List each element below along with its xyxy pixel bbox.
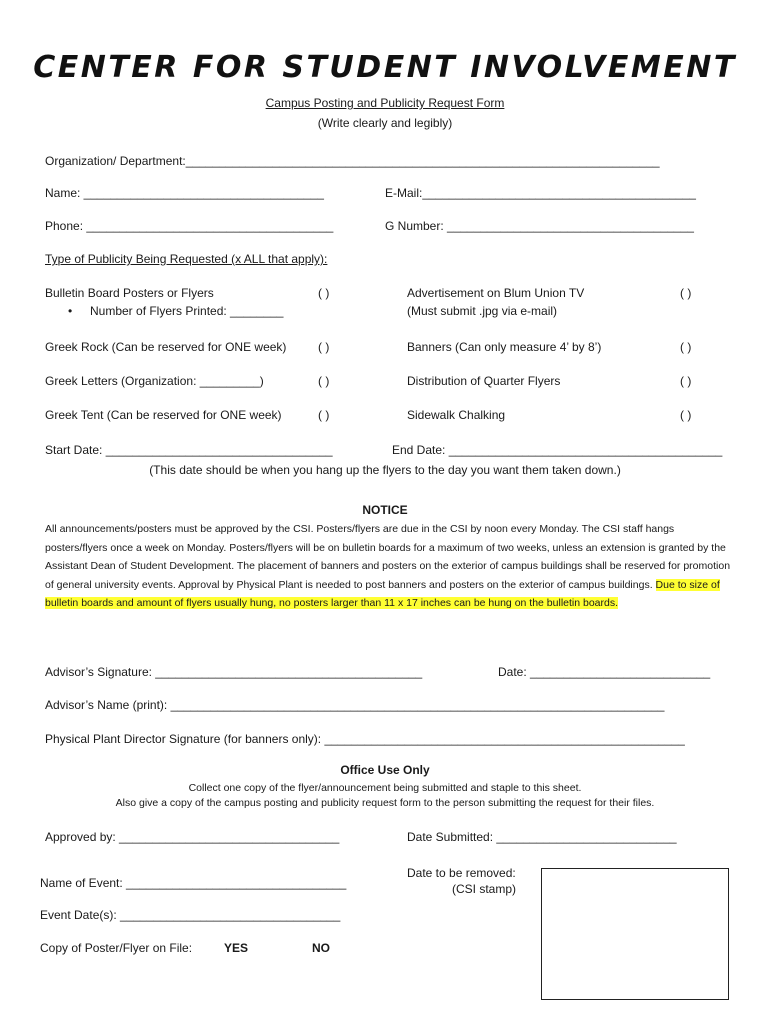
banners-checkbox[interactable]: ( ): [680, 340, 692, 354]
copy-on-file-yes[interactable]: YES: [224, 941, 249, 955]
notice-body: [45, 520, 735, 613]
advisor-name-field[interactable]: Advisor’s Name (print): __________________________________________________________________________: [45, 698, 665, 712]
banners-label: Banners (Can only measure 4’ by 8’): [407, 340, 602, 354]
greek-letters-label: Greek Letters (Organization: _________): [45, 374, 264, 388]
csi-stamp-box: [541, 868, 729, 1000]
advertisement-note: (Must submit .jpg via e-mail): [407, 304, 558, 318]
advisor-signature-field[interactable]: Advisor’s Signature: ________________________________________: [45, 665, 423, 679]
organization-field[interactable]: Organization/ Department:_______________________________________________________________________: [45, 154, 660, 168]
date-note: (This date should be when you hang up the flyers to the day you want them taken down.): [149, 463, 621, 477]
start-date-field[interactable]: Start Date: __________________________________: [45, 443, 333, 457]
publicity-heading: Type of Publicity Being Requested (x ALL that apply):: [45, 252, 328, 266]
flyers-printed-field[interactable]: • Number of Flyers Printed: ________: [90, 304, 283, 319]
office-instruction-1: Collect one copy of the flyer/announcement being submitted and staple to this sheet.: [188, 782, 582, 794]
gnumber-field[interactable]: G Number: _____________________________________: [385, 219, 694, 233]
copy-on-file-no[interactable]: NO: [312, 941, 330, 955]
advertisement-label: Advertisement on Blum Union TV: [407, 286, 585, 300]
plant-director-signature-field[interactable]: Physical Plant Director Signature (for banners only): ______________________________________________________: [45, 732, 685, 746]
greek-letters-checkbox[interactable]: ( ): [318, 374, 330, 388]
date-submitted-field[interactable]: Date Submitted: ___________________________: [407, 830, 677, 844]
greek-tent-checkbox[interactable]: ( ): [318, 408, 330, 422]
office-instruction-2: Also give a copy of the campus posting and publicity request form to the person submitting the request for their files.: [115, 797, 655, 809]
page-title: CENTER FOR STUDENT INVOLVEMENT: [33, 50, 737, 85]
event-name-field[interactable]: Name of Event: _________________________________: [40, 876, 347, 890]
notice-text: All announcements/posters must be approved by the CSI. Posters/flyers are due in the CSI by noon every Monday. The CSI staff hangs posters/flyers once a week on Monday. Posters/flyers will be on bulletin boards for a maximum of two weeks, unless an extension is granted by the Assistant Dean of Student Development. The placement of banners and posters on the exterior of campus buildings shall be reserved for promotion of general university events. Approval by Physical Plant is needed to post banners and posters on the exterior of campus buildings.: [45, 523, 731, 591]
form-subtitle: Campus Posting and Publicity Request Form: [265, 96, 505, 110]
greek-rock-label: Greek Rock (Can be reserved for ONE week): [45, 340, 287, 354]
greek-tent-label: Greek Tent (Can be reserved for ONE week): [45, 408, 282, 422]
bulletin-board-checkbox[interactable]: ( ): [318, 286, 330, 300]
bulletin-board-label: Bulletin Board Posters or Flyers: [45, 286, 214, 300]
sidewalk-chalking-label: Sidewalk Chalking: [407, 408, 506, 422]
phone-field[interactable]: Phone: _____________________________________: [45, 219, 334, 233]
name-field[interactable]: Name: ____________________________________: [45, 186, 324, 200]
copy-on-file-label: Copy of Poster/Flyer on File:: [40, 941, 193, 955]
advisor-date-field[interactable]: Date: ___________________________: [498, 665, 711, 679]
email-field[interactable]: E-Mail:_________________________________________: [385, 186, 696, 200]
notice-heading: NOTICE: [362, 503, 408, 517]
greek-rock-checkbox[interactable]: ( ): [318, 340, 330, 354]
office-use-heading: Office Use Only: [340, 763, 430, 777]
end-date-field[interactable]: End Date: _________________________________________: [392, 443, 723, 457]
approved-by-field[interactable]: Approved by: _________________________________: [45, 830, 340, 844]
advertisement-checkbox[interactable]: ( ): [680, 286, 692, 300]
date-to-be-removed-label: Date to be removed:: [407, 866, 516, 880]
sidewalk-chalking-checkbox[interactable]: ( ): [680, 408, 692, 422]
quarter-flyers-label: Distribution of Quarter Flyers: [407, 374, 561, 388]
form-instruction: (Write clearly and legibly): [317, 116, 453, 130]
csi-stamp-label: (CSI stamp): [452, 882, 517, 896]
event-dates-field[interactable]: Event Date(s): _________________________________: [40, 908, 341, 922]
notice-highlight: Due to size of bulletin boards and amount of flyers usually hung, no posters larger than 11 x 17 inches can be hung on the bulletin boards.: [45, 578, 720, 610]
quarter-flyers-checkbox[interactable]: ( ): [680, 374, 692, 388]
